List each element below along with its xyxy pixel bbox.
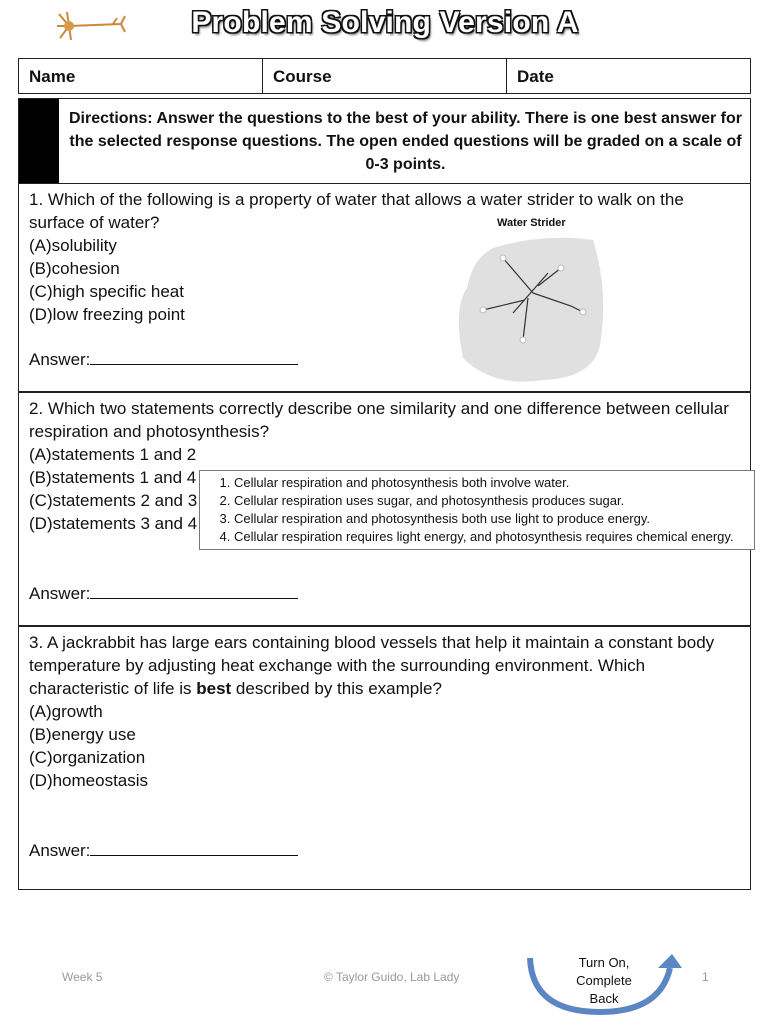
option-b: (B)statements 1 and 4 — [29, 468, 197, 487]
course-field[interactable]: Course — [263, 59, 507, 93]
question-text: 3. A jackrabbit has large ears containing blood vessels that help it maintain a constant body temperature by adjusting heat exchange with the surrounding environment. Which characteristic of life is best described by this example? — [29, 633, 715, 698]
name-field[interactable]: Name — [19, 59, 263, 93]
page-number: 1 — [702, 970, 709, 984]
option-a: (A)solubility — [29, 236, 117, 255]
option-d: (D)statements 3 and 4 — [29, 514, 198, 533]
date-field[interactable]: Date — [517, 67, 554, 86]
turn-over-label: Turn On, Complete Back — [576, 955, 632, 1006]
question-text: 2. Which two statements correctly describe one similarity and one difference between cellular respiration and photosynthesis? — [29, 399, 729, 441]
water-strider-figure — [453, 210, 613, 385]
figure-caption: Water Strider — [497, 217, 566, 229]
option-b: (B)energy use — [29, 725, 136, 744]
page-title: Problem Solving Version A — [191, 6, 579, 39]
question-2 — [18, 392, 751, 626]
footer-week: Week 5 — [62, 970, 103, 984]
directions-bar — [19, 99, 59, 183]
question-text: 1. Which of the following is a property of water that allows a water strider to walk on the surface of water? — [29, 190, 684, 232]
footer-copyright: © Taylor Guido, Lab Lady — [324, 970, 460, 984]
option-c: (C)statements 2 and 3 — [29, 491, 198, 510]
header-row — [18, 58, 751, 94]
statement-item: 3. Cellular respiration and photosynthesis both use light to produce energy. — [234, 510, 754, 528]
option-d: (D)homeostasis — [29, 771, 149, 790]
option-c: (C)high specific heat — [29, 282, 184, 301]
answer-line[interactable]: Answer: — [29, 582, 298, 605]
directions-text: Directions: Answer the questions to the best of your ability. There is one best answer for the selected response questions. The open ended questions will be graded on a scale of 0-3 points. — [69, 110, 743, 173]
question-1 — [18, 183, 751, 392]
answer-line[interactable]: Answer: — [29, 348, 298, 371]
statements-box — [199, 470, 755, 550]
option-a: (A)growth — [29, 702, 103, 721]
answer-line[interactable]: Answer: — [29, 839, 298, 862]
question-3 — [18, 626, 751, 890]
option-d: (D)low freezing point — [29, 305, 185, 324]
option-b: (B)cohesion — [29, 259, 120, 278]
statement-item: 2. Cellular respiration uses sugar, and photosynthesis produces sugar. — [234, 492, 754, 510]
option-a: (A)statements 1 and 2 — [29, 445, 197, 464]
statement-item: 1. Cellular respiration and photosynthesis both involve water. — [234, 474, 754, 492]
directions-box — [18, 98, 751, 184]
option-c: (C)organization — [29, 748, 146, 767]
statement-item: 4. Cellular respiration requires light energy, and photosynthesis requires chemical energy. — [234, 528, 754, 546]
